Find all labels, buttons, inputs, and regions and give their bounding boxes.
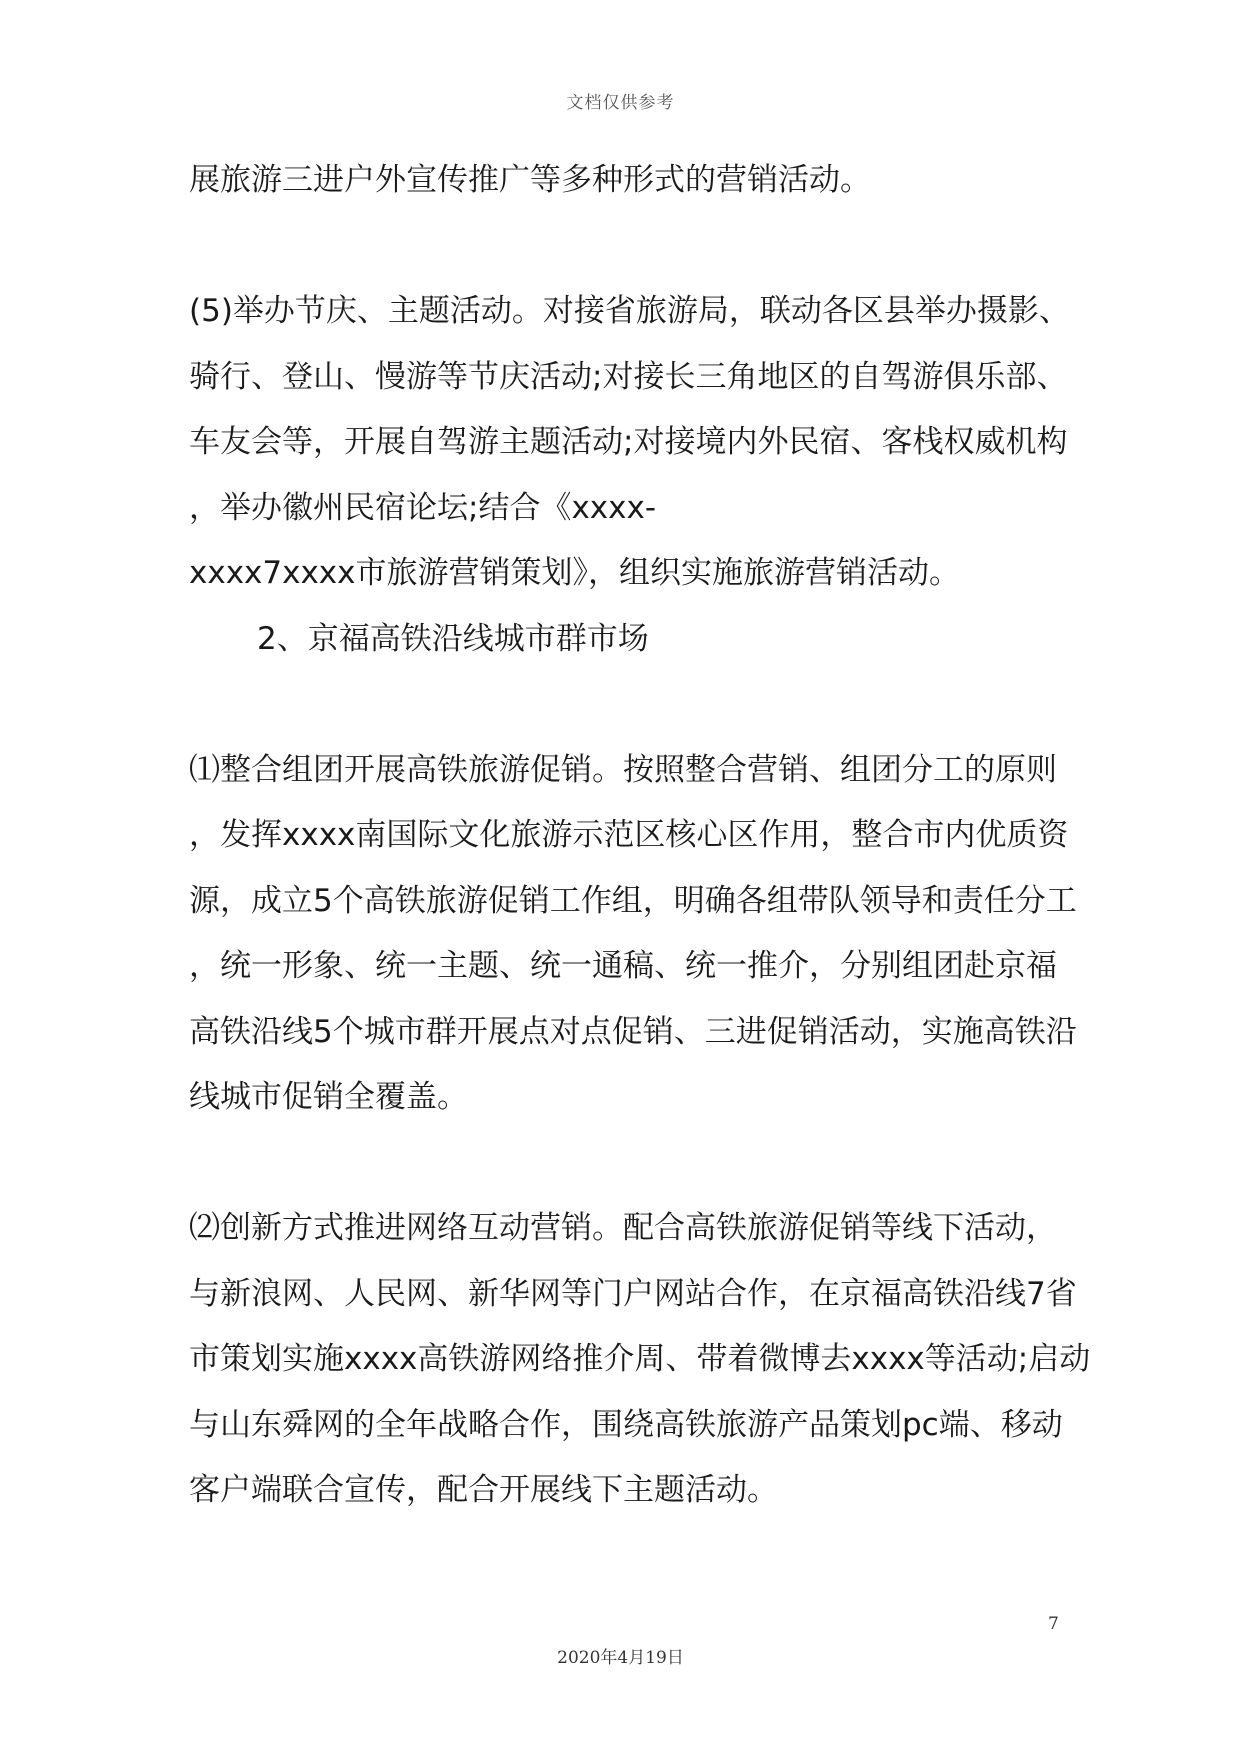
footer-date: 2020年4月19日 — [557, 1648, 684, 1668]
paragraph-line: ，举办徽州民宿论坛;结合《xxxx- — [189, 489, 657, 526]
paragraph-line: 骑行、登山、慢游等节庆活动;对接长三角地区的自驾游俱乐部、 — [189, 358, 1068, 395]
paragraph-gap — [189, 672, 1069, 738]
paragraph-line: xxxx7xxxx市旅游营销策划》，组织实施旅游营销活动。 — [189, 555, 960, 591]
paragraph-line: 源，成立5个高铁旅游促销工作组，明确各组带队领导和责任分工 — [189, 882, 1077, 919]
paragraph-line: 高铁沿线5个城市群开展点对点促销、三进促销活动，实施高铁沿 — [189, 1013, 1077, 1050]
paragraph-gap — [189, 1131, 1069, 1197]
paragraph-line: ，统一形象、统一主题、统一通稿、统一推介，分别组团赴京福 — [189, 948, 1057, 984]
paragraph-line: (5)举办节庆、主题活动。对接省旅游局，联动各区县举办摄影、 — [189, 293, 1070, 329]
paragraph-line: 市策划实施xxxx高铁游网络推介周、带着微博去xxxx等活动;启动 — [189, 1341, 1091, 1377]
paragraph-line: ，发挥xxxx南国际文化旅游示范区核心区作用，整合市内优质资 — [189, 817, 1069, 853]
page-number: 7 — [1048, 1614, 1059, 1634]
paragraph-line: 客户端联合宣传，配合开展线下主题活动。 — [189, 1472, 778, 1508]
paragraph-line: ⑴整合组团开展高铁旅游促销。按照整合营销、组团分工的原则 — [189, 751, 1057, 788]
document-header: 文档仅供参考 — [566, 93, 675, 113]
paragraph-line: 与新浪网、人民网、新华网等门户网站合作，在京福高铁沿线7省 — [189, 1275, 1077, 1312]
paragraph-line: 与山东舜网的全年战略合作，围绕高铁旅游产品策划pc端、移动 — [189, 1406, 1063, 1443]
paragraph-line: 展旅游三进户外宣传推广等多种形式的营销活动。 — [189, 162, 871, 198]
paragraph-gap — [189, 214, 1069, 280]
section-heading: 2、京福高铁沿线城市群市场 — [257, 620, 649, 657]
document-body — [189, 148, 1091, 1524]
paragraph-line: 线城市促销全覆盖。 — [189, 1079, 468, 1115]
paragraph-line: ⑵创新方式推进网络互动营销。配合高铁旅游促销等线下活动， — [189, 1210, 1057, 1246]
paragraph-line: 车友会等，开展自驾游主题活动;对接境内外民宿、客栈权威机构 — [189, 424, 1068, 460]
